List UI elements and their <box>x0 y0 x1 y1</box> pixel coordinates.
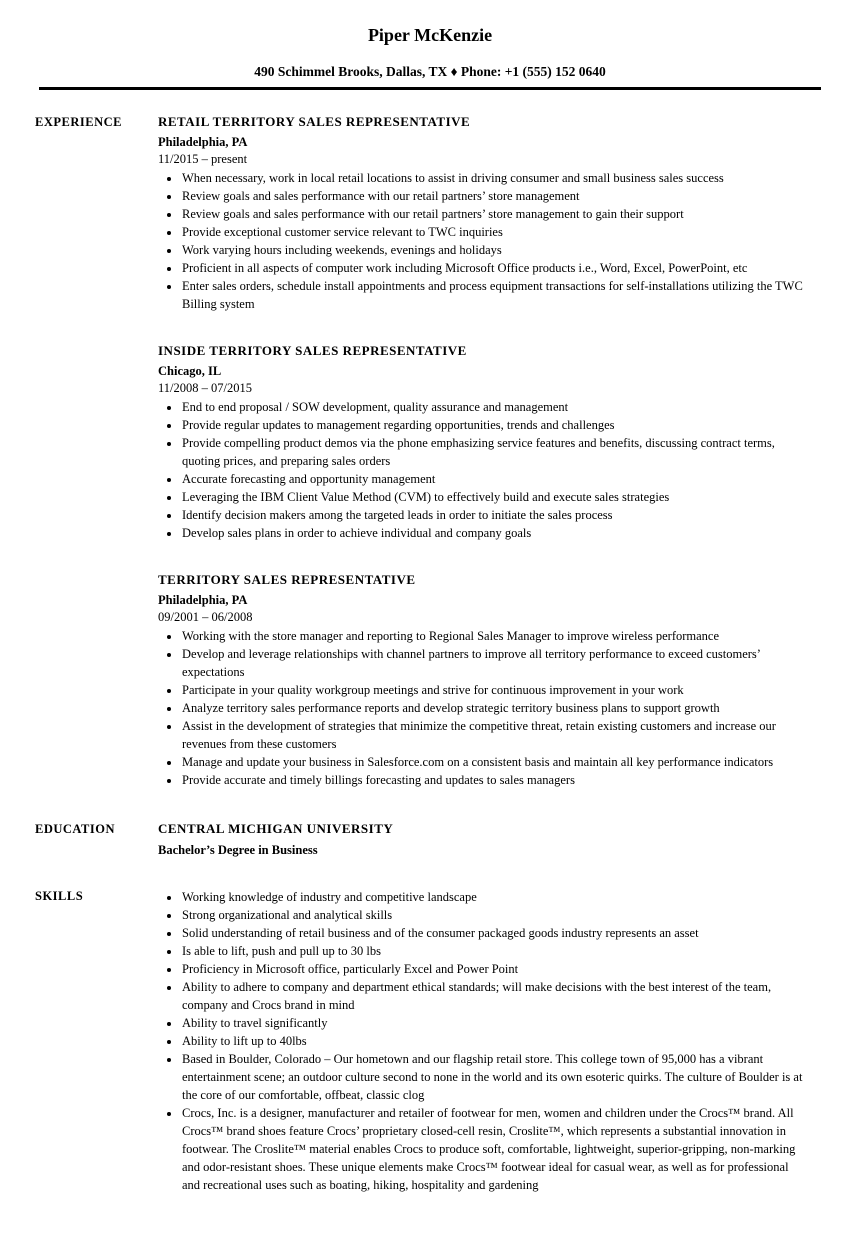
job-bullet-item: • Assist in the development of strategies that minimize the competitive threat, retain existing customers and increase our revenues from these customers <box>181 717 808 753</box>
header-divider <box>39 87 821 90</box>
job-location: Philadelphia, PA <box>158 593 248 607</box>
skill-item: • Ability to travel significantly <box>181 1014 808 1032</box>
job-bullet-item: • When necessary, work in local retail locations to assist in driving consumer and small business sales success <box>181 169 808 187</box>
education-school: CENTRAL MICHIGAN UNIVERSITY <box>158 821 394 836</box>
job-bullet-item: • Participate in your quality workgroup meetings and strive for continuous improvement in your work <box>181 681 808 699</box>
education-section <box>0 819 860 859</box>
job-bullet-item: • Leveraging the IBM Client Value Method (CVM) to effectively build and execute sales strategies <box>181 488 808 506</box>
job-bullet-item: • Develop and leverage relationships with channel partners to improve all territory performance to exceed customers’ expectations <box>181 645 808 681</box>
skill-item: • Working knowledge of industry and competitive landscape <box>181 888 808 906</box>
job-title: INSIDE TERRITORY SALES REPRESENTATIVE <box>158 343 467 358</box>
job-bullet-item: • Accurate forecasting and opportunity management <box>181 470 808 488</box>
skill-item: • Crocs, Inc. is a designer, manufacturer and retailer of footwear for men, women and children under the Crocs™ brand. All Crocs™ brand shoes feature Crocs’ proprietary closed-cell resin, Croslite™, which represents a substantial innovation in footwear. The Croslite™ material enables Crocs to produce soft, comfortable, lightweight, superior-gripping, non-marking and odor-resistant shoes. These unique elements make Crocs™ footwear ideal for casual wear, as well as for professional and recreational uses such as boating, hiking, hospitality and gardening <box>181 1104 808 1194</box>
education-degree: Bachelor’s Degree in Business <box>158 843 318 857</box>
job-bullet-list <box>158 627 808 789</box>
job-bullet-item: • Provide regular updates to management regarding opportunities, trends and challenges <box>181 416 808 434</box>
education-content <box>158 819 860 859</box>
job-bullet-item: • Identify decision makers among the targeted leads in order to initiate the sales process <box>181 506 808 524</box>
skills-section-label: SKILLS <box>35 889 84 903</box>
job-bullet-item: • Manage and update your business in Salesforce.com on a consistent basis and maintain all key performance indicators <box>181 753 808 771</box>
job-title: TERRITORY SALES REPRESENTATIVE <box>158 572 416 587</box>
job-bullet-item: • Work varying hours including weekends, evenings and holidays <box>181 241 808 259</box>
job-entry <box>158 112 808 313</box>
skill-item: • Ability to lift up to 40lbs <box>181 1032 808 1050</box>
resume-header <box>0 0 860 90</box>
experience-jobs <box>158 112 860 789</box>
education-section-label: EDUCATION <box>35 822 115 836</box>
skill-item: • Strong organizational and analytical skills <box>181 906 808 924</box>
person-name: Piper McKenzie <box>367 25 493 45</box>
job-bullet-item: • Working with the store manager and reporting to Regional Sales Manager to improve wireless performance <box>181 627 808 645</box>
job-bullet-list <box>158 169 808 313</box>
experience-section-label: EXPERIENCE <box>35 115 122 129</box>
job-bullet-item: • Develop sales plans in order to achieve individual and company goals <box>181 524 808 542</box>
skill-item: • Is able to lift, push and pull up to 30 lbs <box>181 942 808 960</box>
job-bullet-item: • Review goals and sales performance with our retail partners’ store management to gain their support <box>181 205 808 223</box>
job-bullet-item: • Provide compelling product demos via the phone emphasizing service features and benefits, discussing contract terms, quoting prices, and preparing sales orders <box>181 434 808 470</box>
skill-item: • Based in Boulder, Colorado – Our hometown and our flagship retail store. This college town of 95,000 has a vibrant entertainment scene; an outdoor culture second to none in the world and its own esoteric quirks. The culture of Boulder is at the core of our comfortable, offbeat, classic clog <box>181 1050 808 1104</box>
skills-section <box>0 886 860 1194</box>
job-location: Philadelphia, PA <box>158 135 248 149</box>
job-location: Chicago, IL <box>158 364 222 378</box>
skill-item: • Proficiency in Microsoft office, particularly Excel and Power Point <box>181 960 808 978</box>
job-entry <box>158 341 808 542</box>
skills-list <box>158 888 808 1194</box>
job-title: RETAIL TERRITORY SALES REPRESENTATIVE <box>158 114 471 129</box>
job-dates: 11/2008 – 07/2015 <box>158 381 252 395</box>
job-bullet-item: • Proficient in all aspects of computer work including Microsoft Office products i.e., Word, Excel, PowerPoint, etc <box>181 259 808 277</box>
contact-line: 490 Schimmel Brooks, Dallas, TX ♦ Phone: +1 (555) 152 0640 <box>254 64 606 79</box>
job-entry <box>158 570 808 789</box>
job-dates: 09/2001 – 06/2008 <box>158 610 253 624</box>
job-bullet-item: • Provide accurate and timely billings forecasting and updates to sales managers <box>181 771 808 789</box>
job-bullet-item: • Review goals and sales performance with our retail partners’ store management <box>181 187 808 205</box>
job-bullet-item: • Enter sales orders, schedule install appointments and process equipment transactions for self-installations utilizing the TWC Billing system <box>181 277 808 313</box>
skills-content <box>158 886 860 1194</box>
job-bullet-item: • Provide exceptional customer service relevant to TWC inquiries <box>181 223 808 241</box>
resume-body <box>0 112 860 1194</box>
skill-item: • Solid understanding of retail business and of the consumer packaged goods industry represents an asset <box>181 924 808 942</box>
job-bullet-item: • End to end proposal / SOW development, quality assurance and management <box>181 398 808 416</box>
experience-section <box>0 112 860 789</box>
skill-item: • Ability to adhere to company and department ethical standards; will make decisions with the best interest of the team, company and Crocs brand in mind <box>181 978 808 1014</box>
job-bullet-list <box>158 398 808 542</box>
job-bullet-item: • Analyze territory sales performance reports and develop strategic territory business plans to support growth <box>181 699 808 717</box>
job-dates: 11/2015 – present <box>158 152 248 166</box>
